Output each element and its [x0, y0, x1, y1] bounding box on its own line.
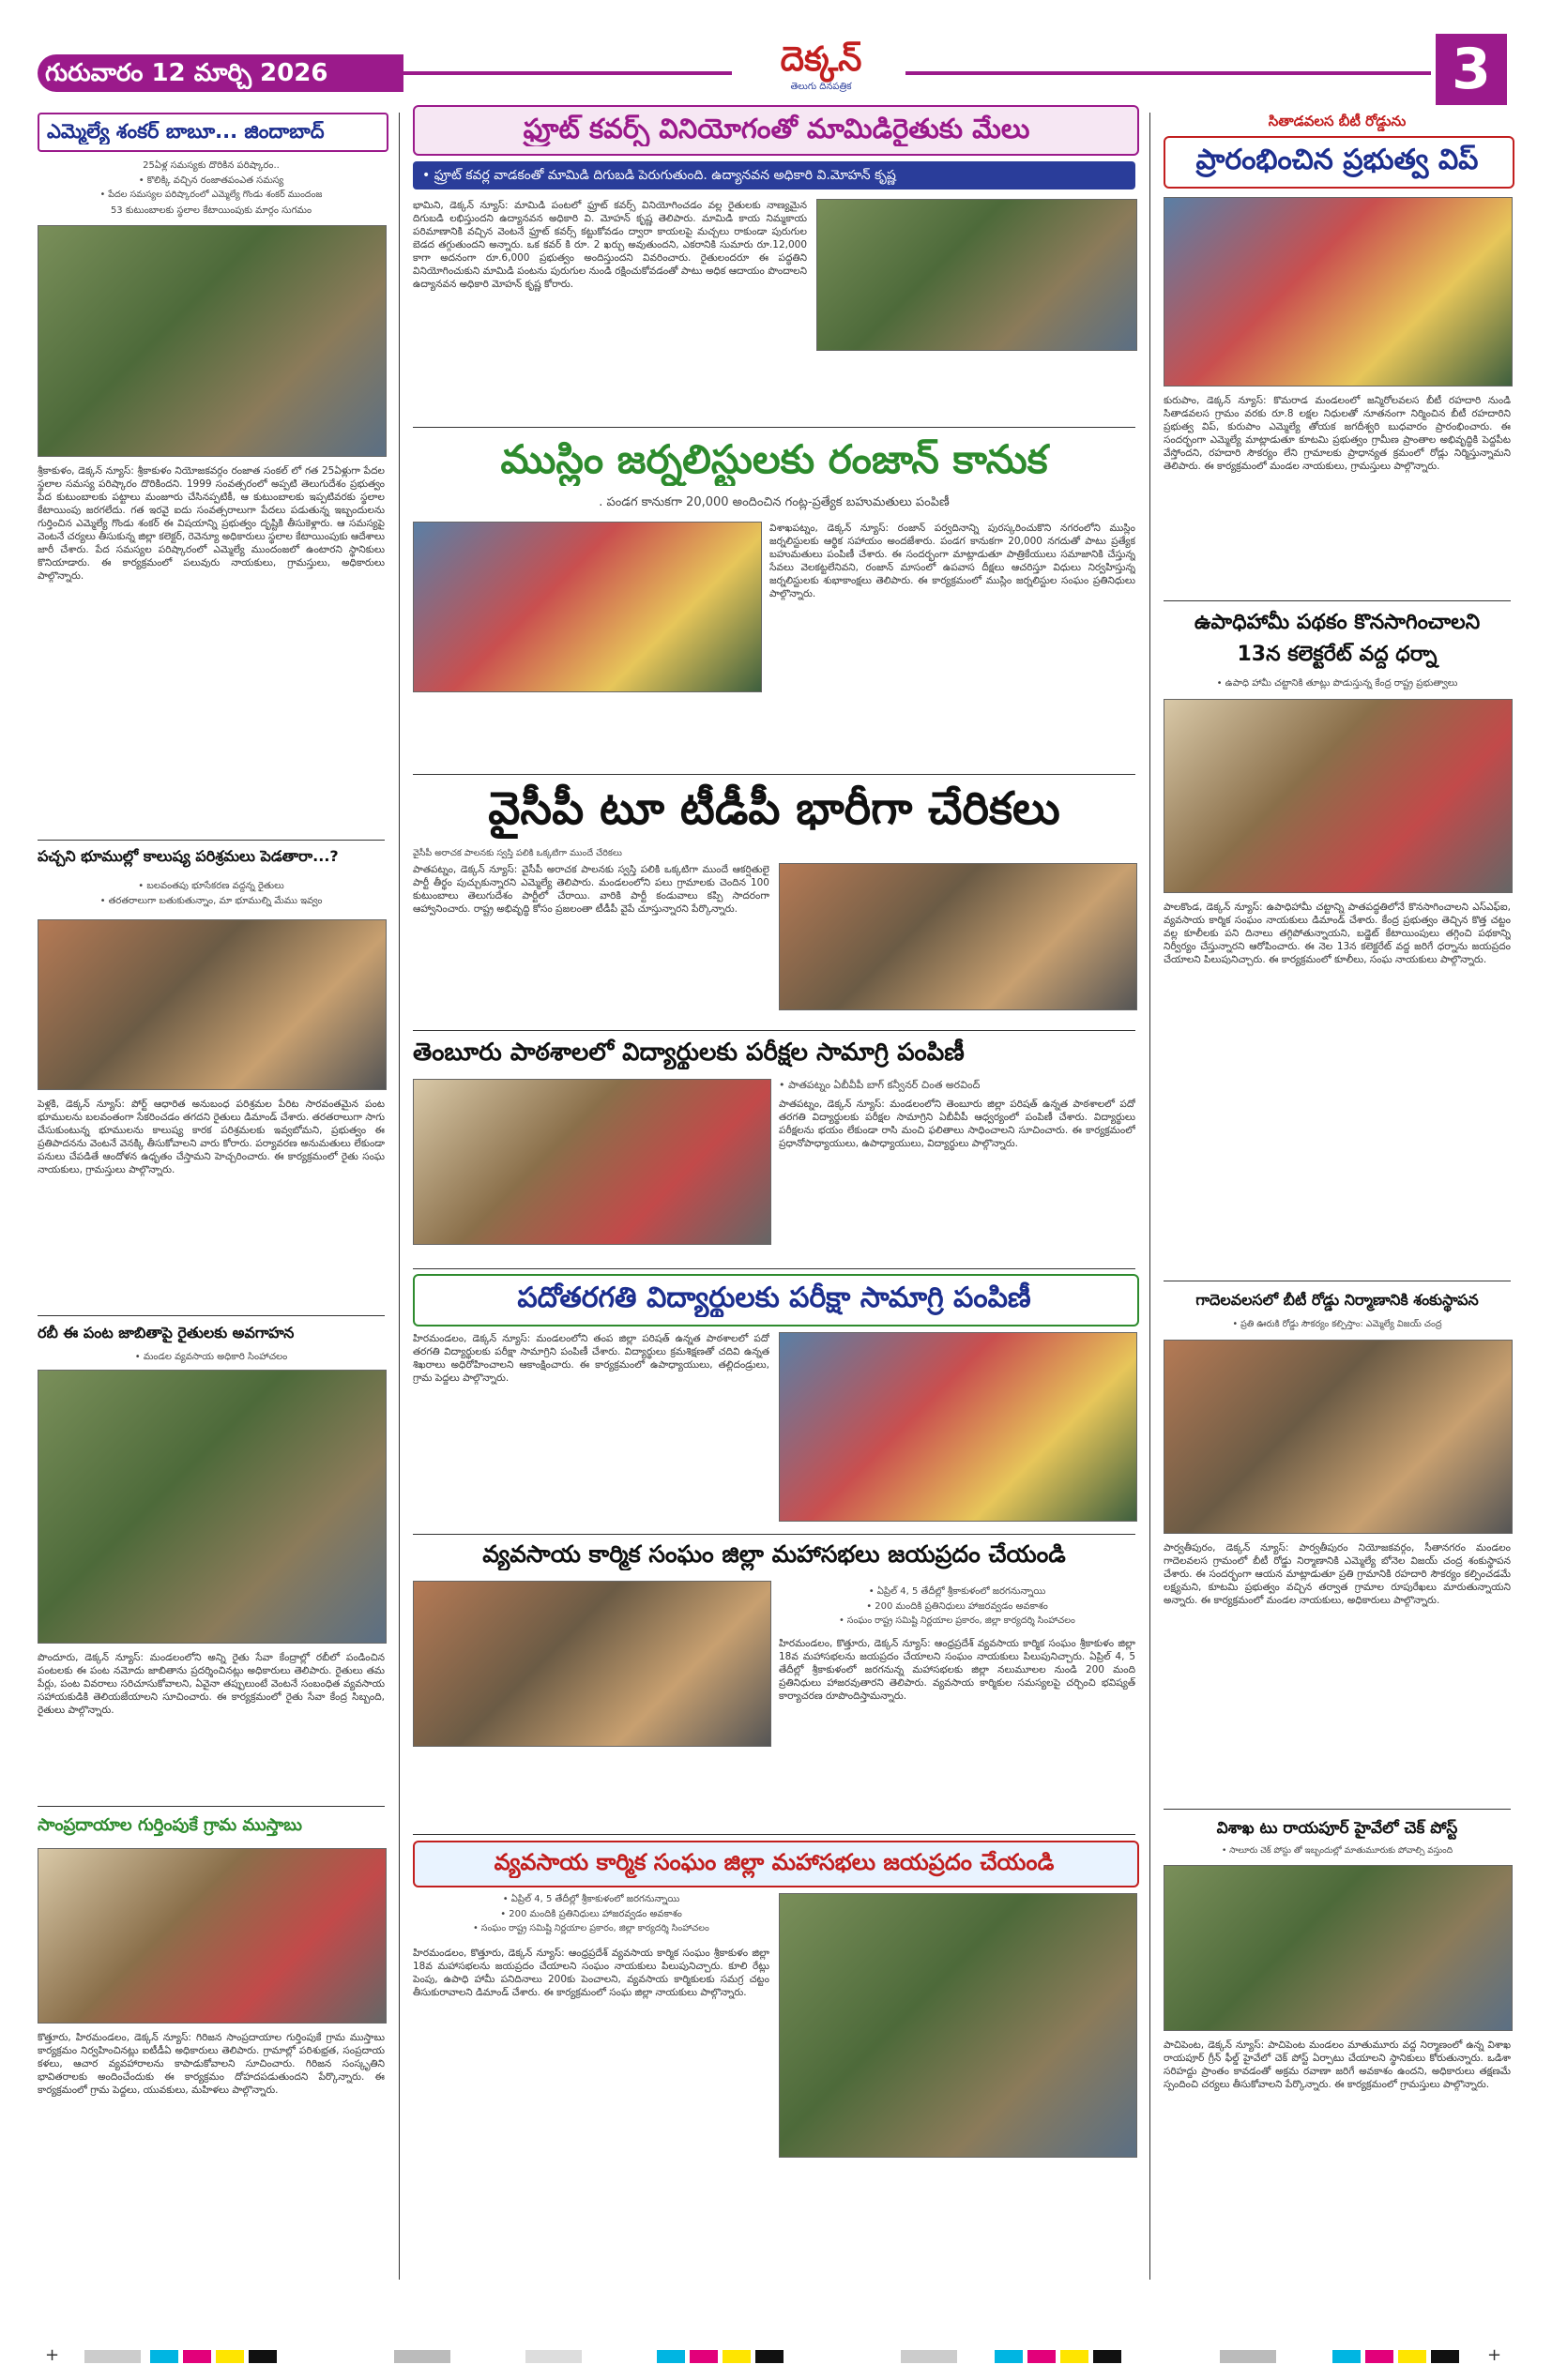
color-patch: [1398, 2350, 1426, 2363]
story-subheading: • బలవంతపు భూసేకరణ వద్దన్న రైతులు: [138, 881, 284, 891]
story-headline: ఎమ్మెల్యే శంకర్ బాబూ... జిందాబాద్: [47, 120, 325, 143]
color-patch: [1332, 2350, 1361, 2363]
story-headline: ప్రారంభించిన ప్రభుత్వ విప్: [1195, 144, 1479, 176]
story-subheading: • సంఘం రాష్ట్ర సమిష్టి నిర్ణయాల ప్రకారం, జిల్లా కార్యదర్శి సింహాచలం: [839, 1615, 1075, 1626]
crop-mark: +: [45, 2345, 60, 2365]
color-patch: [1027, 2350, 1056, 2363]
story-photo: [779, 1893, 1137, 2158]
color-patch: [150, 2350, 178, 2363]
story-body: శ్రీకాకుళం, డెక్కన్ న్యూస్: శ్రీకాకుళం నియోజకవర్గం రంజాత సంకల్ లో గత 25ఏళ్లుగా పేదల స్థలాల సమస్య పరిష్కారం దొరికిందని. 1999 సంవత్సరంలో అప్పటి తెలుగుదేశం ప్రభుత్వం పేద కుటుంబాలకు పట్టాలు మంజూరు చేసినప్పటికీ, ఆ కుటుంబాలకు ఇప్పటివరకు స్థలాల కేటాయింపు జరగలేదు. గత ఇరవై ఐదు సంవత్సరాలుగా పేదలు పడుతున్న ఇబ్బందులను గుర్తించిన ఎమ్మెల్యే గొండు శంకర్ ఈ విషయాన్ని ప్రభుత్వం దృష్టికి తీసుకెళ్లారు. ఆ సమస్యపై వెంటనే చర్యలు తీసుకున్న జిల్లా కలెక్టర్, రెవెన్యూ అధికారులు స్థలాల కేటాయింపుకు ఆదేశాలు జారీ చేశారు. పేద సమస్యల పరిష్కారంలో ఎమ్మెల్యే ముందంజలో ఉంటారని స్థానికులు కొనియాడారు. ఈ కార్యక్రమంలో పలువురు నాయకులు, గ్రామస్తులు, అధికారులు పాల్గొన్నారు.: [38, 465, 385, 582]
story-subheading: వైసీపీ అరాచక పాలనకు స్వస్తి పలికి ఒక్కటిగా ముందే చేరికలు: [413, 848, 622, 858]
story-body: హిరమండలం, డెక్కన్ న్యూస్: మండలంలోని తంప జిల్లా పరిషత్ ఉన్నత పాఠశాలలో పదో తరగతి విద్యార్థులకు పరీక్షా సామాగ్రిని పంపిణీ చేశారు. విద్యార్థులు క్రమశిక్షణతో చదివి ఉన్నత శిఖరాలు అధిరోహించాలని ఆకాంక్షించారు. ఈ కార్యక్రమంలో ఉపాధ్యాయులు, తల్లిదండ్రులు, గ్రామ పెద్దలు పాల్గొన్నారు.: [413, 1333, 769, 1384]
story-subheading: • ఏప్రిల్ 4, 5 తేదీల్లో శ్రీకాకుళంలో జరగనున్నాయి: [868, 1586, 1046, 1597]
header-line-left: [403, 71, 732, 75]
story-headline: రబీ ఈ పంట జాబితాపై రైతులకు అవగాహన: [38, 1324, 295, 1342]
story-subheading: • ప్రతి ఊరుకి రోడ్డు సౌకర్యం కల్పిస్తాం: ఎమ్మెల్యే విజయ్ చంద్ర: [1232, 1319, 1442, 1329]
story-divider: [413, 1268, 1135, 1269]
story-subheading: • సాలూరు చెక్ పోస్టు తో ఇబ్బందుల్లో మాతుమూరుకు పోవాల్సి వస్తుంది: [1221, 1846, 1453, 1856]
story-headline: ఫ్రూట్ కవర్స్ వినియోగంతో మామిడిరైతుకు మేలు: [523, 113, 1030, 144]
story-headline: ఉపాధిహామీ పథకం కొనసాగించాలని: [1194, 611, 1481, 634]
story-photo: [413, 522, 762, 692]
story-subheading: • కొలిక్కి వచ్చిన రంజాతపంఎత సమస్య: [138, 175, 284, 186]
story-subheading: 25ఏళ్ల సమస్యకు దొరికిన పరిష్కారం..: [143, 160, 280, 171]
story-divider: [413, 774, 1135, 775]
story-photo: [1164, 197, 1513, 387]
story-headline: 13న కలెక్టరేట్ వద్ద ధర్నా: [1237, 643, 1438, 666]
color-patch: [394, 2350, 450, 2363]
color-patch: [690, 2350, 718, 2363]
story-photo: [779, 1332, 1137, 1522]
story-body: విశాఖపట్నం, డెక్కన్ న్యూస్: రంజాన్ పర్వదినాన్ని పురస్కరించుకొని నగరంలోని ముస్లిం జర్నలిస్టులకు ఆర్థిక సహాయం అందజేశారు. పండగ కానుకగా 20,000 నగదుతో పాటు ప్రత్యేక బహుమతులు పంపిణీ చేశారు. ఈ సందర్భంగా మాట్లాడుతూ పాత్రికేయులు సమాజానికి చేస్తున్న సేవలు వెలకట్టలేనివని, రంజాన్ మాసంలో ఉపవాస దీక్షలు ఆచరిస్తూ విధులు నిర్వహిస్తున్న జర్నలిస్టులకు శుభాకాంక్షలు తెలిపారు. ఈ కార్యక్రమంలో ముస్లిం జర్నలిస్టుల సంఘం ప్రతినిధులు పాల్గొన్నారు.: [769, 523, 1135, 599]
story-photo: [413, 1079, 771, 1245]
color-patch: [995, 2350, 1023, 2363]
story-photo: [1164, 1865, 1513, 2031]
story-headline: తెంబూరు పాఠశాలలో విద్యార్థులకు పరీక్షల సామాగ్రి పంపిణీ: [413, 1038, 965, 1067]
color-patch: [1060, 2350, 1088, 2363]
story-divider: [38, 840, 385, 841]
story-subheading: • పాతపట్నం ఏబీవీపీ బాగ్ కన్వీనర్ చింత అరవింద్: [779, 1079, 981, 1091]
story-headline: పదోతరగతి విద్యార్థులకు పరీక్షా సామాగ్రి పంపిణీ: [517, 1281, 1031, 1314]
color-patch: [525, 2350, 582, 2363]
story-body: పాతపట్నం, డెక్కన్ న్యూస్: వైసీపీ అరాచక పాలనకు స్వస్తి పలికి ఒక్కటిగా ముందే ఆకర్షితులై పార్టీ తీర్థం పుచ్చుకున్నారని ఎమ్మెల్యే తెలిపారు. మండలంలోని పలు గ్రామాలకు చెందిన 100 కుటుంబాలు తెలుగుదేశం పార్టీలో చేరాయి. వారికి పార్టీ కండువాలు కప్పి సాదరంగా ఆహ్వానించారు. రాష్ట్ర అభివృద్ధి కోసం ప్రజలంతా టీడీపీ వైపే చూస్తున్నారని పేర్కొన్నారు.: [413, 864, 769, 915]
header-line-right: [905, 71, 1431, 75]
masthead-subtitle: తెలుగు దినపత్రిక: [790, 82, 852, 92]
crop-mark: +: [1487, 2345, 1502, 2365]
story-photo: [38, 919, 387, 1090]
story-divider: [38, 1315, 385, 1316]
story-subheading: • ఏప్రిల్ 4, 5 తేదీల్లో శ్రీకాకుళంలో జరగనున్నాయి: [502, 1894, 680, 1904]
story-body: పెళ్లకి, డెక్కన్ న్యూస్: పోర్ట్ ఆధారిత అనుబంధ పరిశ్రమల పేరిట సారవంతమైన పంట భూములను బలవంతంగా సేకరించడం తగదని రైతులు డిమాండ్ చేశారు. తరతరాలుగా సాగు చేసుకుంటున్న భూములను కాలుష్య కారక పరిశ్రమలకు ఇవ్వబోమని, ప్రభుత్వం ఈ ప్రతిపాదనను వెంటనే వెనక్కి తీసుకోవాలని వారు కోరారు. పర్యావరణ అనుమతులు లేకుండా పనులు చేపడితే ఆందోళన ఉధృతం చేస్తామని హెచ్చరించారు. ఈ కార్యక్రమంలో రైతు సంఘ నాయకులు, గ్రామస్తులు పాల్గొన్నారు.: [38, 1099, 385, 1175]
story-photo: [413, 1581, 771, 1747]
story-body: పార్వతీపురం, డెక్కన్ న్యూస్: పార్వతీపురం నియోజకవర్గం, సీతానగరం మండలం గాదెలవలస గ్రామంలో బీటీ రోడ్డు నిర్మాణానికి ఎమ్మెల్యే బోనెల విజయ్ చంద్ర శంకుస్థాపన చేశారు. ఈ సందర్భంగా ఆయన మాట్లాడుతూ ప్రతి గ్రామానికి రహదారి సౌకర్యం కల్పించడమే లక్ష్యమని, కూటమి ప్రభుత్వం వచ్చిన తర్వాత గ్రామాల రూపురేఖలు మారుతున్నాయని అన్నారు. ఈ కార్యక్రమంలో మండల నాయకులు, అధికారులు పాల్గొన్నారు.: [1164, 1542, 1511, 1606]
story-divider: [413, 1834, 1135, 1835]
color-patch: [755, 2350, 784, 2363]
header-date-text: గురువారం 12 మార్చి 2026: [45, 59, 328, 87]
story-divider: [413, 1030, 1135, 1031]
story-body: హిరమండలం, కొత్తూరు, డెక్కన్ న్యూస్: ఆంధ్రప్రదేశ్ వ్యవసాయ కార్మిక సంఘం శ్రీకాకుళం జిల్లా 18వ మహాసభలను జయప్రదం చేయాలని సంఘం నాయకులు పిలుపునిచ్చారు. ఏప్రిల్ 4, 5 తేదీల్లో శ్రీకాకుళంలో జరగనున్న మహాసభలకు జిల్లా నలుమూలల నుండి 200 మంది ప్రతినిధులు హాజరవుతారని తెలిపారు. వ్యవసాయ కార్మికుల సమస్యలపై చర్చించి భవిష్యత్ కార్యాచరణ రూపొందిస్తామన్నారు.: [779, 1638, 1135, 1702]
story-body: పాచిపెంట, డెక్కన్ న్యూస్: పాచిపెంట మండలం మాతుమూరు వద్ద నిర్మాణంలో ఉన్న విశాఖ రాయపూర్ గ్రీన్ ఫీల్డ్ హైవేలో చెక్ పోస్ట్ ఏర్పాటు చేయాలని స్థానికులు కోరుతున్నారు. ఒడిశా సరిహద్దు ప్రాంతం కావడంతో అక్రమ రవాణా జరిగే అవకాశం ఉందని, అధికారులు తక్షణమే స్పందించి చర్యలు తీసుకోవాలని పేర్కొన్నారు. ఈ కార్యక్రమంలో గ్రామస్తులు పాల్గొన్నారు.: [1164, 2039, 1511, 2090]
story-photo: [779, 863, 1137, 1010]
color-patch: [1093, 2350, 1121, 2363]
story-body: పాలకొండ, డెక్కన్ న్యూస్: ఉపాధిహామీ చట్టాన్ని పాతపద్ధతిలోనే కొనసాగించాలని ఎస్ఎఫ్ఐ, వ్యవసాయ కార్మిక సంఘం నాయకులు డిమాండ్ చేశారు. కేంద్ర ప్రభుత్వం తెచ్చిన కొత్త చట్టం వల్ల కూలీలకు పని దినాలు తగ్గిపోతున్నాయని, బడ్జెట్ కేటాయింపులు తగ్గించి పథకాన్ని నిర్వీర్యం చేస్తున్నారని ఆరోపించారు. ఈ నెల 13న కలెక్టరేట్ వద్ద జరిగే ధర్నాను జయప్రదం చేయాలని పిలుపునిచ్చారు. ఈ కార్యక్రమంలో కూలీలు, సంఘ నాయకులు పాల్గొన్నారు.: [1164, 902, 1511, 965]
color-patch: [249, 2350, 277, 2363]
story-headline: విశాఖ టు రాయపూర్ హైవేలో చెక్ పోస్ట్: [1216, 1819, 1458, 1838]
column-rule-left: [399, 113, 400, 2280]
masthead-title: దెక్కన్: [780, 40, 862, 79]
color-patch: [1365, 2350, 1393, 2363]
story-body: పొందూరు, డెక్కన్ న్యూస్: మండలంలోని అన్ని రైతు సేవా కేంద్రాల్లో రబీలో పండించిన పంటలకు ఈ పంట నమోదు జాబితాను ప్రదర్శించినట్లు అధికారులు తెలిపారు. రైతులు తమ పేర్లు, పంట వివరాలు సరిచూసుకోవాలని, ఏవైనా తప్పులుంటే వెంటనే సంబంధిత వ్యవసాయ సహాయకుడికి తెలియజేయాలని సూచించారు. ఈ కార్యక్రమంలో రైతు సేవా కేంద్ర సిబ్బంది, రైతులు పాల్గొన్నారు.: [38, 1652, 385, 1716]
column-rule-right: [1149, 113, 1150, 2280]
story-headline: వైసీపీ టూ టీడీపీ భారీగా చేరికలు: [488, 782, 1060, 835]
story-subheading: . పండగ కానుకగా 20,000 అందించిన గంట్ల-ప్రత్యేక బహుమతులు పంపిణీ: [599, 495, 950, 509]
story-divider: [1164, 600, 1511, 601]
story-subheading: • మండల వ్యవసాయ అధికారి సింహాచలం: [134, 1352, 288, 1362]
story-body: భామిని, డెక్కన్ న్యూస్: మామిడి పంటలో ఫ్రూట్ కవర్స్ వినియోగించడం వల్ల రైతులకు నాణ్యమైన దిగుబడి లభిస్తుందని ఉద్యానవన అధికారి వి. మోహన్ కృష్ణ తెలిపారు. మామిడి కాయ నిమ్మకాయ పరిమాణానికి వచ్చిన వెంటనే ఫ్రూట్ కవర్స్ కట్టుకోవడం ద్వారా కాయలపై మచ్చలు రాకుండా పురుగుల బెడద తగ్గుతుందని అన్నారు. ఒక కవర్ కి రూ. 2 ఖర్చు అవుతుందని, ఎకరానికి సుమారు రూ.12,000 కాగా అదనంగా రూ.6,000 ప్రభుత్వం అందిస్తుందని వివరించారు. రైతులందరూ ఈ పద్ధతిని వినియోగించుకుని మామిడి పంటను పురుగుల నుండి రక్షించుకోవడంతో పాటు అధిక ఆదాయం పొందాలని ఉద్యానవన అధికారి మోహన్ కృష్ణ కోరారు.: [413, 200, 807, 290]
story-body: కొత్తూరు, హిరమండలం, డెక్కన్ న్యూస్: గిరిజన సాంప్రదాయాల గుర్తింపుకే గ్రామ ముస్తాబు కార్యక్రమం నిర్వహించినట్లు ఐటీడీఏ అధికారులు తెలిపారు. గ్రామాల్లో పరిశుభ్రత, సంప్రదాయ కళలు, ఆచార వ్యవహారాలను కాపాడుకోవాలని సూచించారు. గిరిజన సంస్కృతిని భావితరాలకు అందించేందుకు ఈ కార్యక్రమం దోహదపడుతుందని పేర్కొన్నారు. ఈ కార్యక్రమంలో గ్రామ పెద్దలు, యువకులు, మహిళలు పాల్గొన్నారు.: [38, 2032, 385, 2096]
story-headline: వ్యవసాయ కార్మిక సంఘం జిల్లా మహాసభలు జయప్రదం చేయండి: [482, 1540, 1066, 1568]
story-body: పాతపట్నం, డెక్కన్ న్యూస్: మండలంలోని తెంబూరు జిల్లా పరిషత్ ఉన్నత పాఠశాలలో పదో తరగతి విద్యార్థులకు పరీక్షల సామాగ్రిని ఏబీవీపీ ఆధ్వర్యంలో పంపిణీ చేశారు. విద్యార్థులు పరీక్షలను భయం లేకుండా రాసి మంచి ఫలితాలు సాధించాలని సూచించారు. ఈ కార్యక్రమంలో ప్రధానోపాధ్యాయులు, ఉపాధ్యాయులు, విద్యార్థులు పాల్గొన్నారు.: [779, 1099, 1135, 1149]
story-banner-text: • ఫ్రూట్ కవర్ల వాడకంతో మామిడి దిగుబడి పెరుగుతుంది. ఉద్యానవన అధికారి వి.మోహన్ కృష్ణ: [422, 168, 896, 183]
color-patch: [901, 2350, 957, 2363]
story-subheading: • సంఘం రాష్ట్ర సమిష్టి నిర్ణయాల ప్రకారం, జిల్లా కార్యదర్శి సింహాచలం: [473, 1923, 709, 1933]
story-headline: వ్యవసాయ కార్మిక సంఘం జిల్లా మహాసభలు జయప్రదం చేయండి: [494, 1849, 1055, 1875]
color-patch: [84, 2350, 141, 2363]
page-number: 3: [1452, 37, 1491, 102]
story-divider: [1164, 1809, 1511, 1810]
story-photo: [1164, 699, 1513, 893]
story-subheading: • 200 మందికి ప్రతినిధులు హాజరవ్వడం అవకాశం: [866, 1601, 1048, 1612]
story-headline: సాంప్రదాయాల గుర్తింపుకే గ్రామ ముస్తాబు: [38, 1815, 302, 1835]
color-patch: [657, 2350, 685, 2363]
story-photo: [816, 199, 1137, 351]
story-body: కురుపాం, డెక్కన్ న్యూస్: కొమరాడ మండలంలో జన్మిరోలవలస బీటీ రహదారి నుండి సితాడవలస గ్రామం వరకు రూ.8 లక్షల నిధులతో నూతనంగా నిర్మించిన బీటీ రహదారిని ప్రభుత్వ విప్, కురుపాం ఎమ్మెల్యే తోయక జగదీశ్వరి బుధవారం ప్రారంభించారు. ఈ సందర్భంగా ఎమ్మెల్యే మాట్లాడుతూ కూటమి ప్రభుత్వం గ్రామీణ ప్రాంతాల అభివృద్ధికి పెద్దపీట వేస్తోందని, రహదారి సౌకర్యం లేని గ్రామాలకు ప్రాధాన్యత క్రమంలో రోడ్లు నిర్మిస్తున్నామని తెలిపారు. ఈ కార్యక్రమంలో మండల నాయకులు, గ్రామస్తులు పాల్గొన్నారు.: [1164, 395, 1511, 472]
story-subheading: • 200 మందికి ప్రతినిధులు హాజరవ్వడం అవకాశం: [500, 1909, 682, 1919]
color-patch: [216, 2350, 244, 2363]
story-divider: [413, 1534, 1135, 1535]
story-photo: [38, 225, 387, 457]
story-headline: పచ్చని భూముల్లో కాలుష్య పరిశ్రమలు పెడతారా...?: [38, 847, 339, 865]
story-body: హిరమండలం, కొత్తూరు, డెక్కన్ న్యూస్: ఆంధ్రప్రదేశ్ వ్యవసాయ కార్మిక సంఘం శ్రీకాకుళం జిల్లా 18వ మహాసభలను జయప్రదం చేయాలని సంఘం నాయకులు పిలుపునిచ్చారు. కూలి రేట్లు పెంపు, ఉపాధి హామీ పనిదినాలు 200కు పెంచాలని, వ్యవసాయ కార్మికులకు సమగ్ర చట్టం తీసుకురావాలని డిమాండ్ చేశారు. ఈ కార్యక్రమంలో సంఘ జిల్లా నాయకులు పాల్గొన్నారు.: [413, 1948, 769, 1998]
color-patch: [723, 2350, 751, 2363]
story-divider: [38, 1806, 385, 1807]
story-subheading: 53 కుటుంబాలకు స్థలాల కేటాయింపుకు మార్గం సుగమం: [110, 205, 312, 216]
story-subheading: • తరతరాలుగా బతుకుతున్నాం, మా భూముల్ని మేము ఇవ్వం: [99, 896, 323, 906]
story-photo: [1164, 1340, 1513, 1534]
masthead: [746, 39, 896, 103]
story-subheading: • పేదల సమస్యల పరిష్కారంలో ఎమ్మెల్యే గొండు శంకర్ ముందంజ: [99, 189, 323, 200]
story-divider: [413, 427, 1135, 428]
story-kicker: సితాడవలస బీటీ రోడ్డును: [1268, 113, 1407, 129]
story-photo: [38, 1848, 387, 2024]
story-subheading: • ఉపాధి హామీ చట్టానికి తూట్లు పొడుస్తున్న కేంద్ర రాష్ట్ర ప్రభుత్వాలు: [1216, 678, 1458, 689]
story-headline: గాదెలవలసలో బీటీ రోడ్డు నిర్మాణానికి శంకుస్థాపన: [1195, 1291, 1479, 1309]
color-patch: [183, 2350, 211, 2363]
story-photo: [38, 1370, 387, 1644]
color-patch: [1220, 2350, 1276, 2363]
color-patch: [1431, 2350, 1459, 2363]
story-headline: ముస్లిం జర్నలిస్టులకు రంజాన్ కానుక: [500, 436, 1048, 482]
